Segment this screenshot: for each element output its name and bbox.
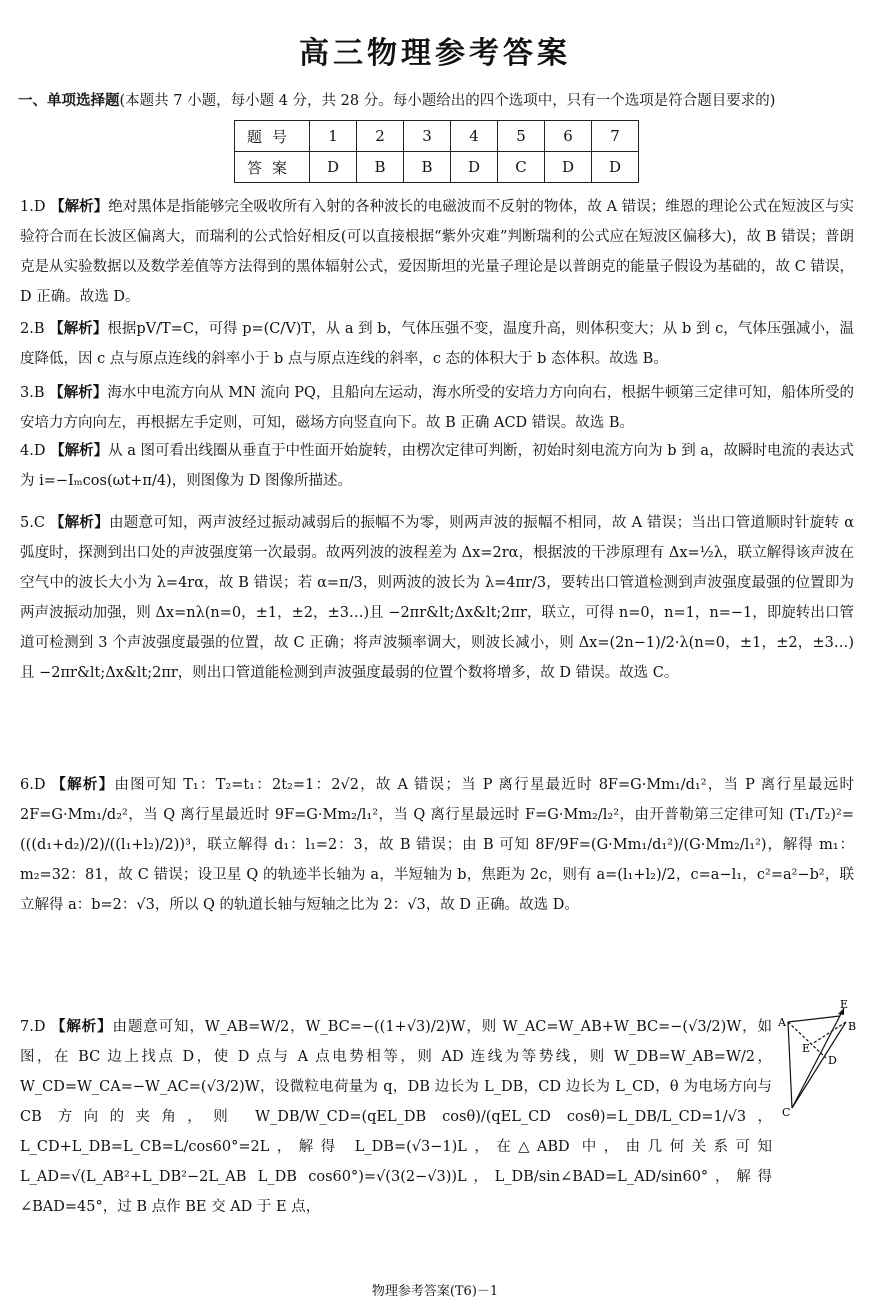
question-number: 1.D <box>20 199 46 215</box>
table-row <box>235 152 639 183</box>
explanation-text: 由题意可知，W_AB=W/2，W_BC=−((1+√3)/2)W，则 W_AC=W_AB+W_BC=−(√3/2)W，如图，在 BC 边上找点 D，使 D 点与 A 点电势相等，则 AD 连线为等势线，则 W_DB=W_AB=W/2，W_CD=W_CA=−W_AC=(√3/2)W，设微粒电荷量为 q，DB 边长为 L_DB，CD 边长为 L_CD，θ 为电场方向与 CB 方向的夹角，则 W_DB/W_CD=(qEL_DB cosθ)/(qEL_CD cosθ)=L_DB/L_CD=1/√3，L_CD+L_DB=L_CB=L/cos60°=2L，解得 L_DB=(√3−1)L，在△ABD 中，由几何关系可知 L_AD=√(L_AB²+L_DB²−2L_AB L_DB cos60°)=√(3(2−√3))L，L_DB/sin∠BAD=L_AD/sin60°，解得∠BAD=45°，过 B 点作 BE 交 AD 于 E 点， <box>20 1019 772 1215</box>
analysis-tag: 【解析】 <box>51 776 115 793</box>
question-1-explanation <box>20 192 854 312</box>
table-cell: B <box>357 152 404 183</box>
label-b: B <box>848 1020 857 1033</box>
analysis-tag: 【解析】 <box>50 1018 113 1035</box>
table-cell: 1 <box>310 121 357 152</box>
question-number: 7.D <box>20 1019 46 1035</box>
section-heading <box>18 90 858 112</box>
table-cell: 3 <box>404 121 451 152</box>
table-cell: D <box>310 152 357 183</box>
question-3-explanation <box>20 378 854 438</box>
question-number: 2.B <box>20 321 45 337</box>
analysis-tag: 【解析】 <box>49 384 108 401</box>
table-cell: B <box>404 152 451 183</box>
table-cell: 2 <box>357 121 404 152</box>
question-6-explanation <box>20 770 854 920</box>
analysis-tag: 【解析】 <box>49 514 110 531</box>
table-cell: 5 <box>498 121 545 152</box>
table-cell: 6 <box>545 121 592 152</box>
triangle-diagram <box>778 1000 858 1120</box>
table-cell: 7 <box>592 121 639 152</box>
edge-cb <box>792 1022 846 1108</box>
section-title: 一、单项选择题 <box>18 92 120 109</box>
section-note: (本题共 7 小题，每小题 4 分，共 28 分。每小题给出的四个选项中，只有一个选项是符合题目要求的) <box>119 93 776 109</box>
explanation-text: 由题意可知，两声波经过振动减弱后的振幅不为零，则两声波的振幅不相同，故 A 错误；当出口管道顺时针旋转 α 弧度时，探测到出口处的声波强度第一次最弱。故两列波的波程差为 Δx=2rα，根据波的干涉原理有 Δx=½λ，联立解得该声波在空气中的波长大小为 λ=4rα，故 B 错误；若 α=π/3，则两波的波长为 λ=4πr/3，要转出口管道检测到声波强度最强的位置即为两声波振动加强，则 Δx=nλ(n=0，±1，±2，±3…)且 −2πr&lt;Δx&lt;2πr，联立，可得 n=0，n=1，n=−1，即旋转出口管道可检测到 3 个声波强度最强的位置，故 C 正确；将声波频率调大，则波长减小，则 Δx=(2n−1)/2·λ(n=0，±1，±2，±3…)且 −2πr&lt;Δx&lt;2πr，则出口管道能检测到声波强度最弱的位置个数将增多，故 D 错误。故选 C。 <box>20 515 855 681</box>
row-label: 题号 <box>235 121 310 152</box>
label-f: E <box>802 1042 811 1055</box>
question-5-explanation <box>20 508 854 688</box>
question-4-explanation <box>20 436 854 496</box>
answer-table <box>234 120 639 183</box>
analysis-tag: 【解析】 <box>50 198 109 215</box>
label-a: A <box>778 1016 786 1029</box>
table-cell: D <box>592 152 639 183</box>
question-number: 5.C <box>20 515 45 531</box>
question-number: 3.B <box>20 385 45 401</box>
label-d: D <box>828 1054 837 1067</box>
table-cell: D <box>451 152 498 183</box>
explanation-text: 海水中电流方向从 MN 流向 PQ，且船向左运动，海水所受的安培力方向向右，根据牛顿第三定律可知，船体所受的安培力方向向左，再根据左手定则，可知，磁场方向竖直向下。故 B 正确 ACD 错误。故选 B。 <box>20 385 855 431</box>
label-c: C <box>782 1106 791 1119</box>
analysis-tag: 【解析】 <box>50 442 109 459</box>
table-cell: 4 <box>451 121 498 152</box>
table-row <box>235 121 639 152</box>
explanation-text: 根据pV/T=C，可得 p=(C/V)T，从 a 到 b，气体压强不变，温度升高，则体积变大；从 b 到 c，气体压强减小，温度降低，因 c 点与原点连线的斜率小于 b 点与原点连线的斜率，c 态的体积大于 b 态体积。故选 B。 <box>20 321 855 367</box>
explanation-text: 从 a 图可看出线圈从垂直于中性面开始旋转，由楞次定律可判断，初始时刻电流方向为 b 到 a，故瞬时电流的表达式为 i=−Iₘcos(ωt+π/4)，则图像为 D 图像所描述。 <box>20 443 855 489</box>
edge-ab <box>788 1016 840 1022</box>
table-cell: C <box>498 152 545 183</box>
explanation-text: 由图可知 T₁：T₂=t₁：2t₂=1：2√2，故 A 错误；当 P 离行星最近时 8F=G·Mm₁/d₁²，当 P 离行星最远时 2F=G·Mm₁/d₂²，当 Q 离行星最近时 9F=G·Mm₂/l₁²，当 Q 离行星最远时 F=G·Mm₂/l₂²，由开普勒第三定律可知 (T₁/T₂)²=(((d₁+d₂)/2)/((l₁+l₂)/2))³，联立解得 d₁：l₁=2：3，故 B 错误；由 B 可知 8F/9F=(G·Mm₁/d₁²)/(G·Mm₂/l₁²)，解得 m₁：m₂=32：81，故 C 错误；设卫星 Q 的轨迹半长轴为 a，半短轴为 b，焦距为 2c，则有 a=(l₁+l₂)/2，c=a−l₁，c²=a²−b²，联立解得 a：b=2：√3，所以 Q 的轨道长轴与短轴之比为 2：√3，故 D 正确。故选 D。 <box>20 777 855 913</box>
page-footer: 物理参考答案(T6)－1 <box>371 1284 499 1299</box>
page-title: 高三物理参考答案 <box>299 36 571 71</box>
line-be <box>812 1022 846 1044</box>
row-label: 答案 <box>235 152 310 183</box>
question-7-explanation <box>20 1012 772 1222</box>
label-e: E <box>840 1000 849 1011</box>
explanation-text: 绝对黑体是指能够完全吸收所有入射的各种波长的电磁波而不反射的物体，故 A 错误；维恩的理论公式在短波区与实验符合而在长波区偏离大，而瑞利的公式恰好相反(可以直接根据“紫外灾难”判断瑞利的公式应在短波区偏移大)，故 B 错误；普朗克是从实验数据以及数学差值等方法得到的黑体辐射公式，爱因斯坦的光量子理论是以普朗克的能量子假设为基础的，故 C 错误，D 正确。故选 D。 <box>20 199 855 305</box>
question-number: 4.D <box>20 443 46 459</box>
table-cell: D <box>545 152 592 183</box>
question-number: 6.D <box>20 777 46 793</box>
question-2-explanation <box>20 314 854 374</box>
edge-ac <box>788 1022 792 1108</box>
analysis-tag: 【解析】 <box>49 320 108 337</box>
